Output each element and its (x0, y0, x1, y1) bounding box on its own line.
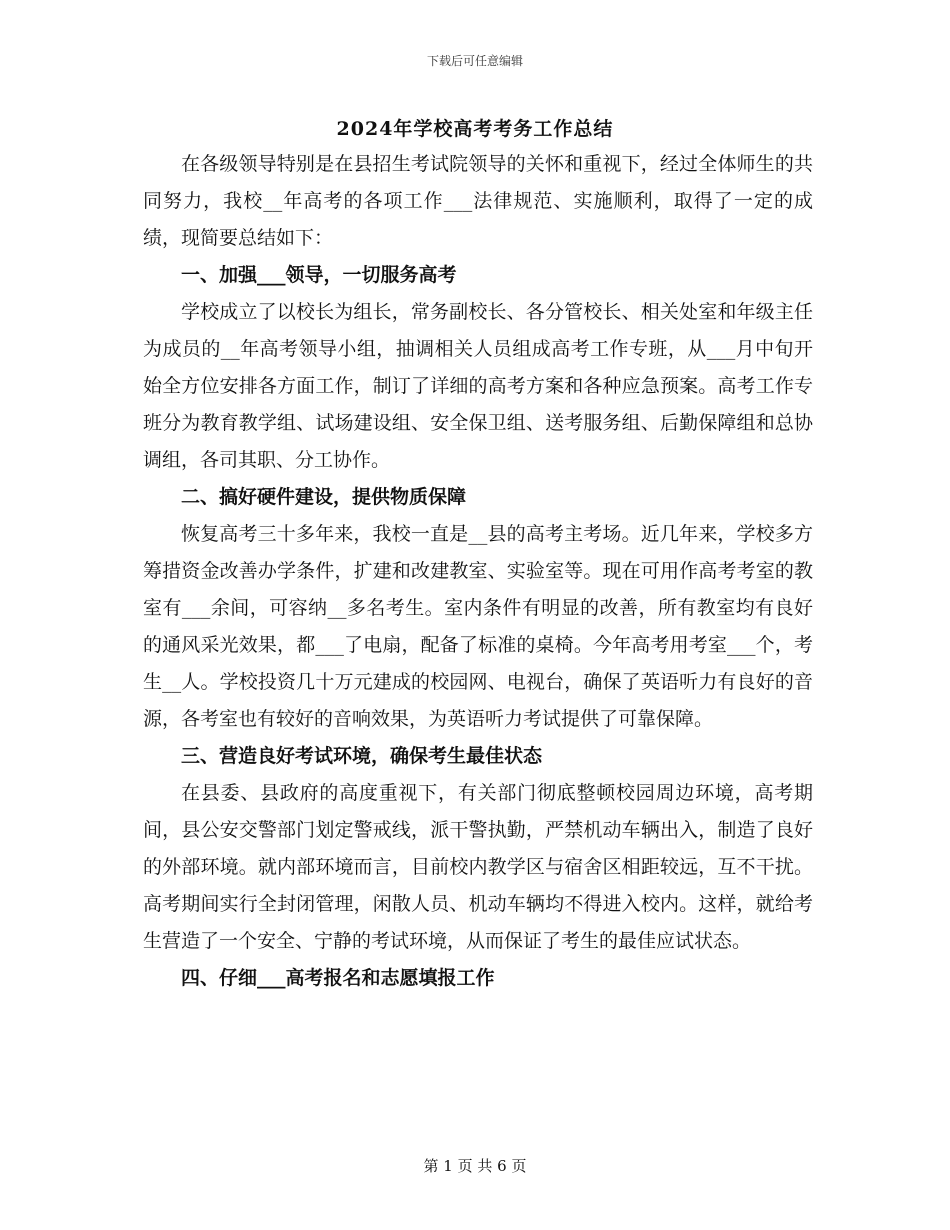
section-paragraph-1: 学校成立了以校长为组长，常务副校长、各分管校长、相关处室和年级主任为成员的__年高考领导小组，抽调相关人员组成高考工作专班，从___月中旬开始全方位安排各方面工作，制订了详细的高考方案和各种应急预案。高考工作专班分为教育教学组、试场建设组、安全保卫组、送考服务组、后勤保障组和总协调组，各司其职、分工协作。 (143, 301, 813, 471)
section-heading-2: 二、搞好硬件建设，提供物质保障 (181, 486, 467, 508)
intro-paragraph: 在各级领导特别是在县招生考试院领导的关怀和重视下，经过全体师生的共同努力，我校__年高考的各项工作___法律规范、实施顺利，取得了一定的成绩，现简要总结如下： (143, 153, 813, 249)
section-heading-4: 四、仔细___高考报名和志愿填报工作 (181, 967, 495, 989)
page-header-note: 下载后可任意编辑 (426, 54, 523, 68)
page-footer-indicator: 第 1 页 共 6 页 (423, 1157, 527, 1175)
document-body (143, 146, 813, 997)
section-heading-1: 一、加强___领导，一切服务高考 (181, 264, 457, 286)
section-paragraph-2: 恢复高考三十多年来，我校一直是__县的高考主考场。近几年来，学校多方筹措资金改善办学条件，扩建和改建教室、实验室等。现在可用作高考考室的教室有___余间，可容纳__多名考生。室内条件有明显的改善，所有教室均有良好的通风采光效果，都___了电扇，配备了标准的桌椅。今年高考用考室___个，考生__人。学校投资几十万元建成的校园网、电视台，确保了英语听力有良好的音源，各考室也有较好的音响效果，为英语听力考试提供了可靠保障。 (143, 523, 813, 730)
document-title: 2024年学校高考考务工作总结 (336, 118, 614, 140)
section-paragraph-3: 在县委、县政府的高度重视下，有关部门彻底整顿校园周边环境，高考期间，县公安交警部门划定警戒线，派干警执勤，严禁机动车辆出入，制造了良好的外部环境。就内部环境而言，目前校内教学区与宿舍区相距较远，互不干扰。高考期间实行全封闭管理，闲散人员、机动车辆均不得进入校内。这样，就给考生营造了一个安全、宁静的考试环境，从而保证了考生的最佳应试状态。 (143, 782, 813, 952)
section-heading-3: 三、营造良好考试环境，确保考生最佳状态 (181, 745, 543, 767)
